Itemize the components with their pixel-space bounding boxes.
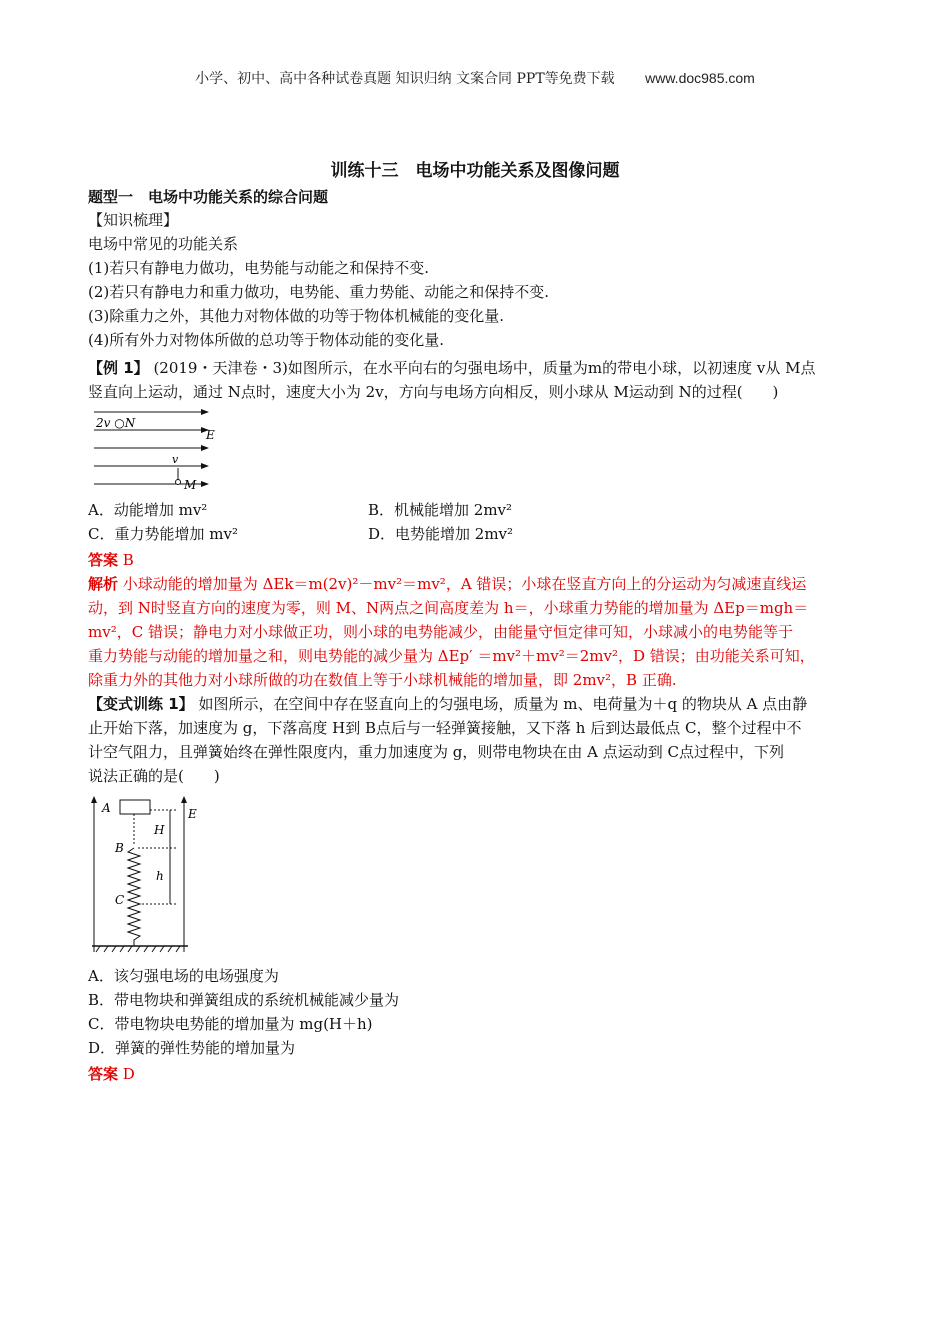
variant1-answer [88,1062,868,1086]
analysis-line: mv²，C 错误；静电力对小球做正功，则小球的电势能减少，由能量守恒定律可知，小球减小的电势能等于 [88,623,793,641]
option-c: C．重力势能增加 mv² [88,525,238,543]
example1-stem-line1: (2019・天津卷・3)如图所示，在水平向右的匀强电场中，质量为m的带电小球，以初速度 v从 M点 [153,359,816,377]
answer-label: 答案 [88,1065,119,1083]
label-c: C [115,893,125,907]
example1-tag: 【例 1】 [88,359,149,377]
knowledge-intro: 电场中常见的功能关系 [88,235,239,253]
analysis-line: 小球动能的增加量为 ΔEk＝m(2v)²－mv²＝mv²，A 错误；小球在竖直方向上的分运动为匀减速直线运 [122,575,807,593]
field-arrow-right [181,796,187,803]
example1-options-row [88,522,868,546]
page-title: 训练十三 电场中功能关系及图像问题 [330,161,620,181]
variant1-tag: 【变式训练 1】 [88,695,194,713]
variant1-option-b: B．带电物块和弹簧组成的系统机械能减少量为 [88,991,400,1009]
example1-options-row [88,498,868,522]
variant1-figure [88,794,218,960]
spring [128,848,140,946]
header-text: 小学、初中、高中各种试卷真题 知识归纳 文案合同 PPT等免费下载 [195,71,615,87]
document-body [88,186,868,1086]
variant1-stem-line: 如图所示，在空间中存在竖直向上的匀强电场，质量为 m、电荷量为＋q 的物块从 A 点由静 [198,695,808,713]
ground-hatch [96,946,180,952]
variant1-stem-line: 计空气阻力，且弹簧始终在弹性限度内，重力加速度为 g，则带电物块在由 A 点运动到 C点过程中，下列 [88,743,784,761]
example1-figure [90,408,230,494]
analysis-line: 除重力外的其他力对小球所做的功在数值上等于小球机械能的增加量，即 2mv²，B 正确. [88,671,677,689]
label-v: v [172,453,179,466]
variant1-option-a: A．该匀强电场的电场强度为 [88,967,279,985]
variant1-stem-line: 止开始下落，加速度为 g，下落高度 H到 B点后与一轻弹簧接触，又下落 h 后到达最低点 C，整个过程中不 [88,719,802,737]
label-b: B [115,841,124,855]
option-b: B．机械能增加 2mv² [368,501,513,519]
analysis-label: 解析 [88,575,119,593]
example1-answer [88,548,868,572]
knowledge-item: (4)所有外力对物体所做的总功等于物体动能的变化量. [88,331,445,349]
analysis-line: 重力势能与动能的增加量之和，则电势能的减少量为 ΔEp′ ＝mv²＋mv²＝2mv²，D 错误；由功能关系可知， [88,647,815,665]
knowledge-item: (2)若只有静电力和重力做功，电势能、重力势能、动能之和保持不变. [88,283,550,301]
answer-value: B [122,551,134,569]
label-e: E [206,428,215,442]
label-h-small: h [156,869,164,883]
knowledge-item: (1)若只有静电力做功，电势能与动能之和保持不变. [88,259,430,277]
label-h-big: H [154,823,165,837]
analysis-line: 动，到 N时竖直方向的速度为零，则 M、N两点之间高度差为 h＝，小球重力势能的增加量为 ΔEp＝mgh＝ [88,599,809,617]
example1-analysis [88,572,868,596]
variant1-stem [88,692,868,716]
variant1-option-c: C．带电物块电势能的增加量为 mg(H＋h) [88,1015,373,1033]
page-header [0,68,950,88]
variant1-option-d: D．弹簧的弹性势能的增加量为 [88,1039,296,1057]
section-heading: 题型一 电场中功能关系的综合问题 [88,188,329,206]
label-a: A [102,801,111,815]
answer-label: 答案 [88,551,119,569]
example1-stem [88,356,868,380]
answer-value: D [122,1065,135,1083]
variant1-stem-line: 说法正确的是( ) [88,767,220,785]
header-url[interactable]: www.doc985.com [645,70,755,86]
knowledge-tag: 【知识梳理】 [88,211,179,229]
label-n: 2v ○N [96,416,136,430]
block-a [120,800,150,814]
example1-stem-line2: 竖直向上运动，通过 N点时，速度大小为 2v，方向与电场方向相反，则小球从 M运动到 N的过程( ) [88,383,779,401]
knowledge-item: (3)除重力之外，其他力对物体做的功等于物体机械能的变化量. [88,307,505,325]
option-d: D．电势能增加 2mv² [368,525,514,543]
option-a: A．动能增加 mv² [88,501,208,519]
label-m: M [184,478,197,492]
label-e: E [188,807,197,821]
field-arrow-left [91,796,97,803]
ball-m [176,480,181,485]
